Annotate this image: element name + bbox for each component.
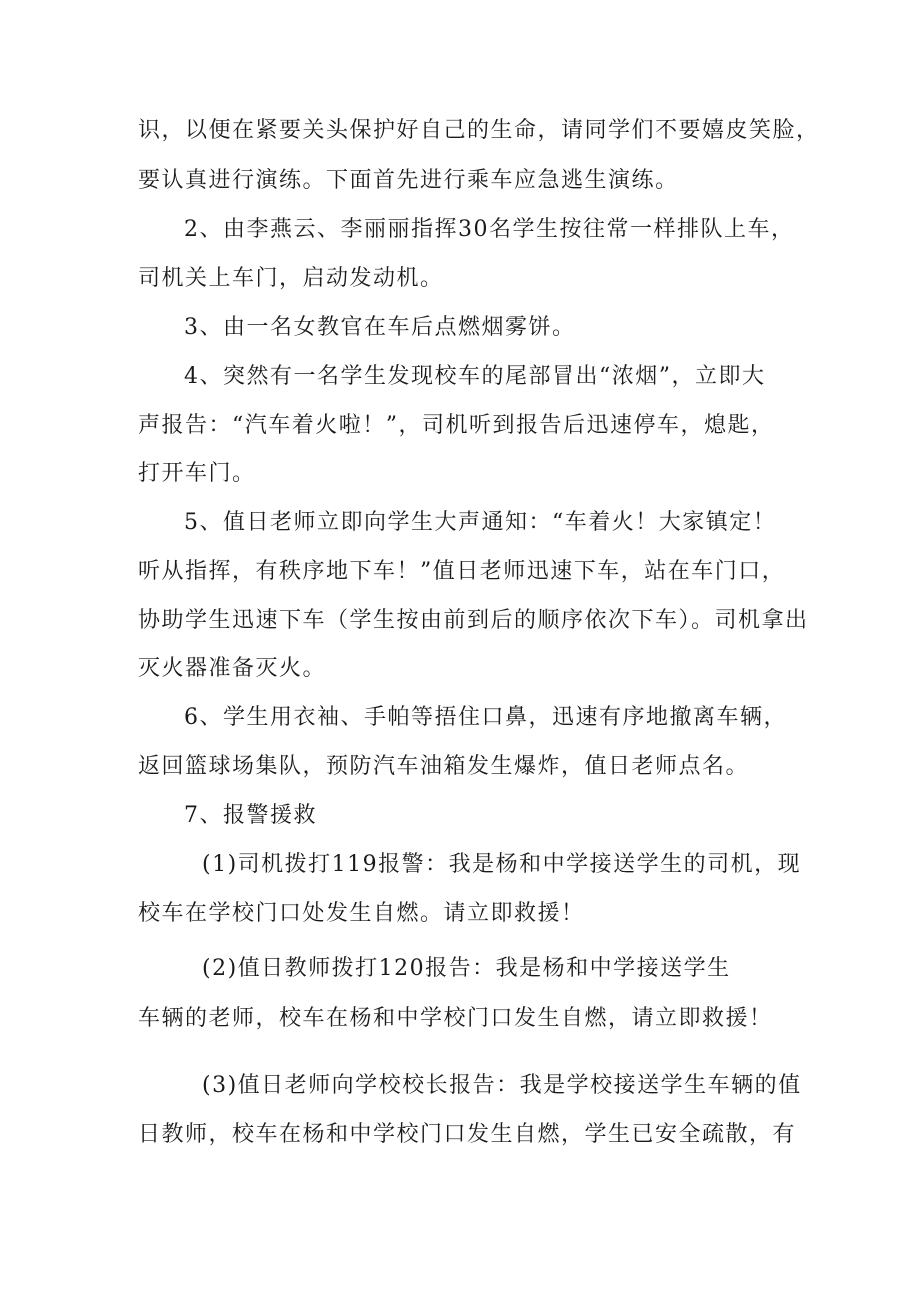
- paragraph-3-line: 3、由一名女教官在车后点燃烟雾饼。: [184, 315, 576, 340]
- paragraph-4-line: 4、突然有一名学生发现校车的尾部冒出“浓烟”，立即大: [184, 364, 766, 389]
- text-line: 协助学生迅速下车（学生按由前到后的顺序依次下车）。司机拿出: [138, 608, 809, 633]
- item-3-line: (3)值日老师向学校校长报告：我是学校接送学生车辆的值: [202, 1073, 802, 1098]
- item-1-line: (1)司机拨打119报警：我是杨和中学接送学生的司机，现: [202, 852, 802, 877]
- text-line: 灭火器准备灭火。: [138, 656, 327, 681]
- text-line: 返回篮球场集队，预防汽车油箱发生爆炸，值日老师点名。: [138, 754, 750, 779]
- paragraph-5-line: 5、值日老师立即向学生大声通知：“车着火！大家镇定！: [184, 510, 777, 535]
- paragraph-6-line: 6、学生用衣袖、手帕等捂住口鼻，迅速有序地撤离车辆，: [184, 705, 787, 730]
- text-line: 打开车门。: [138, 461, 256, 486]
- paragraph-2-line: 2、由李燕云、李丽丽指挥30名学生按往常一样排队上车，: [184, 217, 795, 242]
- text-line: 听从指挥，有秩序地下车！”值日老师迅速下车，站在车门口，: [138, 559, 786, 584]
- text-line: 司机关上车门，启动发动机。: [138, 266, 444, 291]
- text-line: 校车在学校门口处发生自燃。请立即救援！: [138, 901, 585, 926]
- item-2-line: (2)值日教师拨打120报告：我是杨和中学接送学生: [202, 956, 731, 981]
- text-line: 日教师，校车在杨和中学校门口发生自燃，学生已安全疏散，有: [138, 1122, 797, 1147]
- paragraph-7-line: 7、报警援救: [184, 803, 317, 828]
- text-line: 识，以便在紧要关头保护好自己的生命，请同学们不要嬉皮笑脸，: [138, 118, 820, 143]
- text-line: 车辆的老师，校车在杨和中学校门口发生自燃，请立即救援！: [138, 1006, 773, 1031]
- text-line: 要认真进行演练。下面首先进行乘车应急逃生演练。: [138, 168, 679, 193]
- text-line: 声报告：“汽车着火啦！”，司机听到报告后迅速停车，熄匙，: [138, 413, 775, 438]
